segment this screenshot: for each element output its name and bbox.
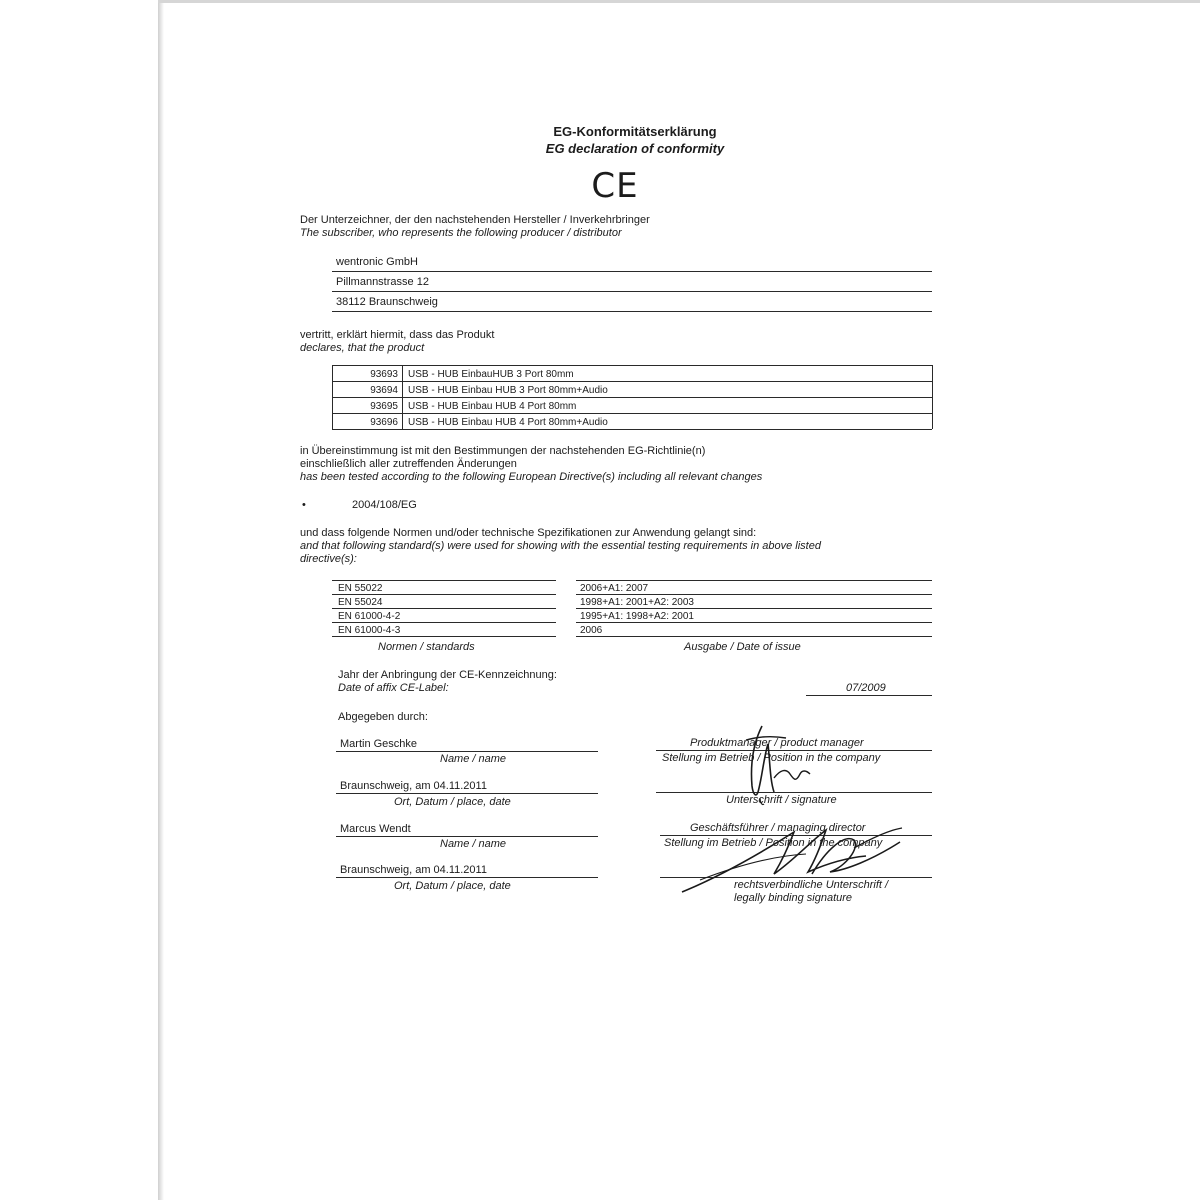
manufacturer-city: 38112 Braunschweig: [336, 296, 438, 308]
legal-signature-label-german: rechtsverbindliche Unterschrift /: [734, 879, 889, 891]
issued-by-label: Abgegeben durch:: [338, 711, 428, 723]
standard-date: 2006: [580, 625, 603, 636]
standard-norm: EN 61000-4-2: [338, 611, 401, 622]
product-row-line: [332, 413, 932, 414]
product-number: 93695: [370, 401, 398, 412]
directive-item: 2004/108/EG: [352, 499, 417, 511]
place-date-label: Ort, Datum / place, date: [394, 880, 511, 892]
directives-german-1: in Übereinstimmung ist mit den Bestimmungen der nachstehenden EG-Richtlinie(n): [300, 445, 706, 457]
manufacturer-line-1: [332, 271, 932, 272]
signatory-position: Produktmanager / product manager: [690, 737, 864, 749]
product-number: 93693: [370, 369, 398, 380]
place-date-label: Ort, Datum / place, date: [394, 796, 511, 808]
product-row-line: [332, 381, 932, 382]
signatory-name: Marcus Wendt: [340, 823, 411, 835]
intro-german: Der Unterzeichner, der den nachstehenden Hersteller / Inverkehrbringer: [300, 214, 650, 226]
bullet-icon: •: [302, 499, 306, 511]
place-date: Braunschweig, am 04.11.2011: [340, 780, 487, 792]
norms-label: Normen / standards: [378, 641, 475, 653]
manufacturer-line-3: [332, 311, 932, 312]
ce-affix-english: Date of affix CE-Label:: [338, 682, 449, 694]
name-label: Name / name: [440, 838, 507, 850]
signatory-position: Geschäftsführer / managing director: [690, 822, 866, 834]
product-table-top: [332, 365, 932, 366]
standard-date: 1995+A1: 1998+A2: 2001: [580, 611, 694, 622]
signatory-name-line: [336, 751, 598, 752]
product-table-bottom: [332, 429, 932, 430]
handwritten-signature-1: [700, 722, 840, 808]
declares-english: declares, that the product: [300, 342, 425, 354]
standards-english-1: and that following standard(s) were used for showing with the essential testing requirements in above listed: [300, 540, 821, 552]
norm-row-line: [332, 580, 556, 581]
intro-english: The subscriber, who represents the following producer / distributor: [300, 227, 622, 239]
directives-english: has been tested according to the following European Directive(s) including all relevant changes: [300, 471, 763, 483]
place-date-line: [336, 793, 598, 794]
standards-english-2: directive(s):: [300, 553, 357, 565]
signatory-name-line: [336, 836, 598, 837]
signature-label: Unterschrift / signature: [726, 794, 837, 806]
manufacturer-street: Pillmannstrasse 12: [336, 276, 429, 288]
ce-mark-logo: CE: [591, 166, 639, 206]
standard-date: 1998+A1: 2001+A2: 2003: [580, 597, 694, 608]
handwritten-signature-2: [676, 808, 940, 900]
position-label: Stellung im Betrieb / Position in the company: [664, 837, 883, 849]
standards-german: und dass folgende Normen und/oder technische Spezifikationen zur Anwendung gelangt sind:: [300, 527, 757, 539]
manufacturer-line-2: [332, 291, 932, 292]
product-number: 93696: [370, 417, 398, 428]
place-date: Braunschweig, am 04.11.2011: [340, 864, 487, 876]
ce-affix-german: Jahr der Anbringung der CE-Kennzeichnung:: [338, 669, 557, 681]
legal-signature-label-english: legally binding signature: [734, 892, 853, 904]
directives-german-2: einschließlich aller zutreffenden Änderungen: [300, 458, 517, 470]
title-german: EG-Konformitätserklärung: [553, 124, 717, 139]
standard-date: 2006+A1: 2007: [580, 583, 649, 594]
product-description: USB - HUB Einbau HUB 4 Port 80mm+Audio: [408, 417, 608, 428]
product-table-right: [932, 365, 933, 429]
position-label: Stellung im Betrieb / Position in the company: [662, 752, 881, 764]
product-description: USB - HUB EinbauHUB 3 Port 80mm: [408, 369, 574, 380]
product-description: USB - HUB Einbau HUB 4 Port 80mm: [408, 401, 577, 412]
standard-norm: EN 55024: [338, 597, 383, 608]
standard-norm: EN 55022: [338, 583, 383, 594]
ce-affix-line: [806, 695, 932, 696]
place-date-line: [336, 877, 598, 878]
product-description: USB - HUB Einbau HUB 3 Port 80mm+Audio: [408, 385, 608, 396]
issue-label: Ausgabe / Date of issue: [684, 641, 801, 653]
declares-german: vertritt, erklärt hiermit, dass das Produkt: [300, 329, 495, 341]
date-row-line: [576, 580, 932, 581]
product-number: 93694: [370, 385, 398, 396]
name-label: Name / name: [440, 753, 507, 765]
scan-top-edge: [158, 0, 1200, 3]
title-english: EG declaration of conformity: [545, 141, 725, 156]
scan-left-edge: [158, 0, 164, 1200]
date-row-line: [576, 636, 932, 637]
manufacturer-name: wentronic GmbH: [336, 256, 418, 268]
ce-affix-value: 07/2009: [846, 682, 886, 694]
standard-norm: EN 61000-4-3: [338, 625, 401, 636]
product-row-line: [332, 397, 932, 398]
signatory-name: Martin Geschke: [340, 738, 418, 750]
